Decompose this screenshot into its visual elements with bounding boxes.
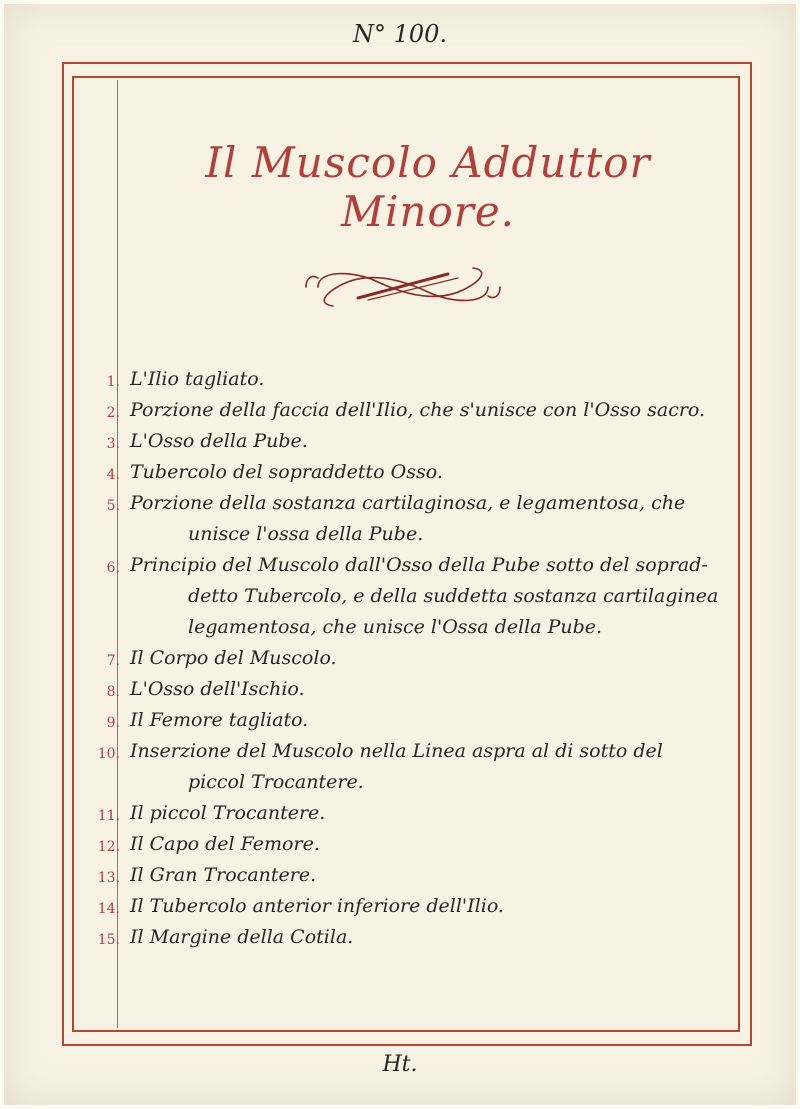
item-number: 13. bbox=[97, 870, 120, 886]
item-number: 7. bbox=[106, 653, 120, 669]
item-text: Inserzione del Muscolo nella Linea aspra al di sotto del bbox=[130, 740, 663, 762]
item-text: Il Femore tagliato. bbox=[130, 709, 309, 731]
item-number: 9. bbox=[106, 715, 120, 731]
item-text: Il Capo del Femore. bbox=[130, 833, 320, 855]
item-text: Tubercolo del sopraddetto Osso. bbox=[130, 461, 443, 483]
item-text: Il Tubercolo anterior inferiore dell'Ilio. bbox=[130, 895, 504, 917]
item-number: 10. bbox=[97, 746, 120, 762]
item-text: Il Margine della Cotila. bbox=[130, 926, 354, 948]
calligraphic-flourish-icon bbox=[298, 262, 508, 312]
item-text: unisce l'ossa della Pube. bbox=[188, 523, 424, 545]
item-number: 12. bbox=[97, 839, 120, 855]
item-number: 14. bbox=[97, 901, 120, 917]
item-text: detto Tubercolo, e della suddetta sostanza cartilaginea bbox=[188, 585, 719, 607]
item-text: L'Ilio tagliato. bbox=[130, 368, 265, 390]
item-text: Porzione della sostanza cartilaginosa, e legamentosa, che bbox=[130, 492, 686, 514]
item-number: 3. bbox=[106, 436, 120, 452]
item-text: Porzione della faccia dell'Ilio, che s'unisce con l'Osso sacro. bbox=[130, 399, 706, 421]
item-text: Principio del Muscolo dall'Osso della Pube sotto del soprad- bbox=[130, 554, 708, 576]
item-text: Il piccol Trocantere. bbox=[130, 802, 326, 824]
item-number: 4. bbox=[106, 467, 120, 483]
item-text: Il Gran Trocantere. bbox=[130, 864, 317, 886]
item-number: 2. bbox=[106, 405, 120, 421]
item-number: 6. bbox=[106, 560, 120, 576]
item-number: 11. bbox=[97, 808, 120, 824]
page-title: Il Muscolo Adduttor Minore. bbox=[205, 138, 651, 236]
item-text: L'Osso della Pube. bbox=[130, 430, 308, 452]
item-number: 5. bbox=[106, 498, 120, 514]
item-text: Il Corpo del Muscolo. bbox=[130, 647, 337, 669]
catchword: Ht. bbox=[382, 1052, 418, 1077]
item-number: 8. bbox=[106, 684, 120, 700]
item-text: L'Osso dell'Ischio. bbox=[130, 678, 305, 700]
folio-number: N° 100. bbox=[352, 20, 448, 48]
item-text: legamentosa, che unisce l'Ossa della Pube. bbox=[188, 616, 603, 638]
item-number: 15. bbox=[97, 932, 120, 948]
item-number: 1. bbox=[106, 374, 120, 390]
item-text: piccol Trocantere. bbox=[188, 771, 364, 793]
